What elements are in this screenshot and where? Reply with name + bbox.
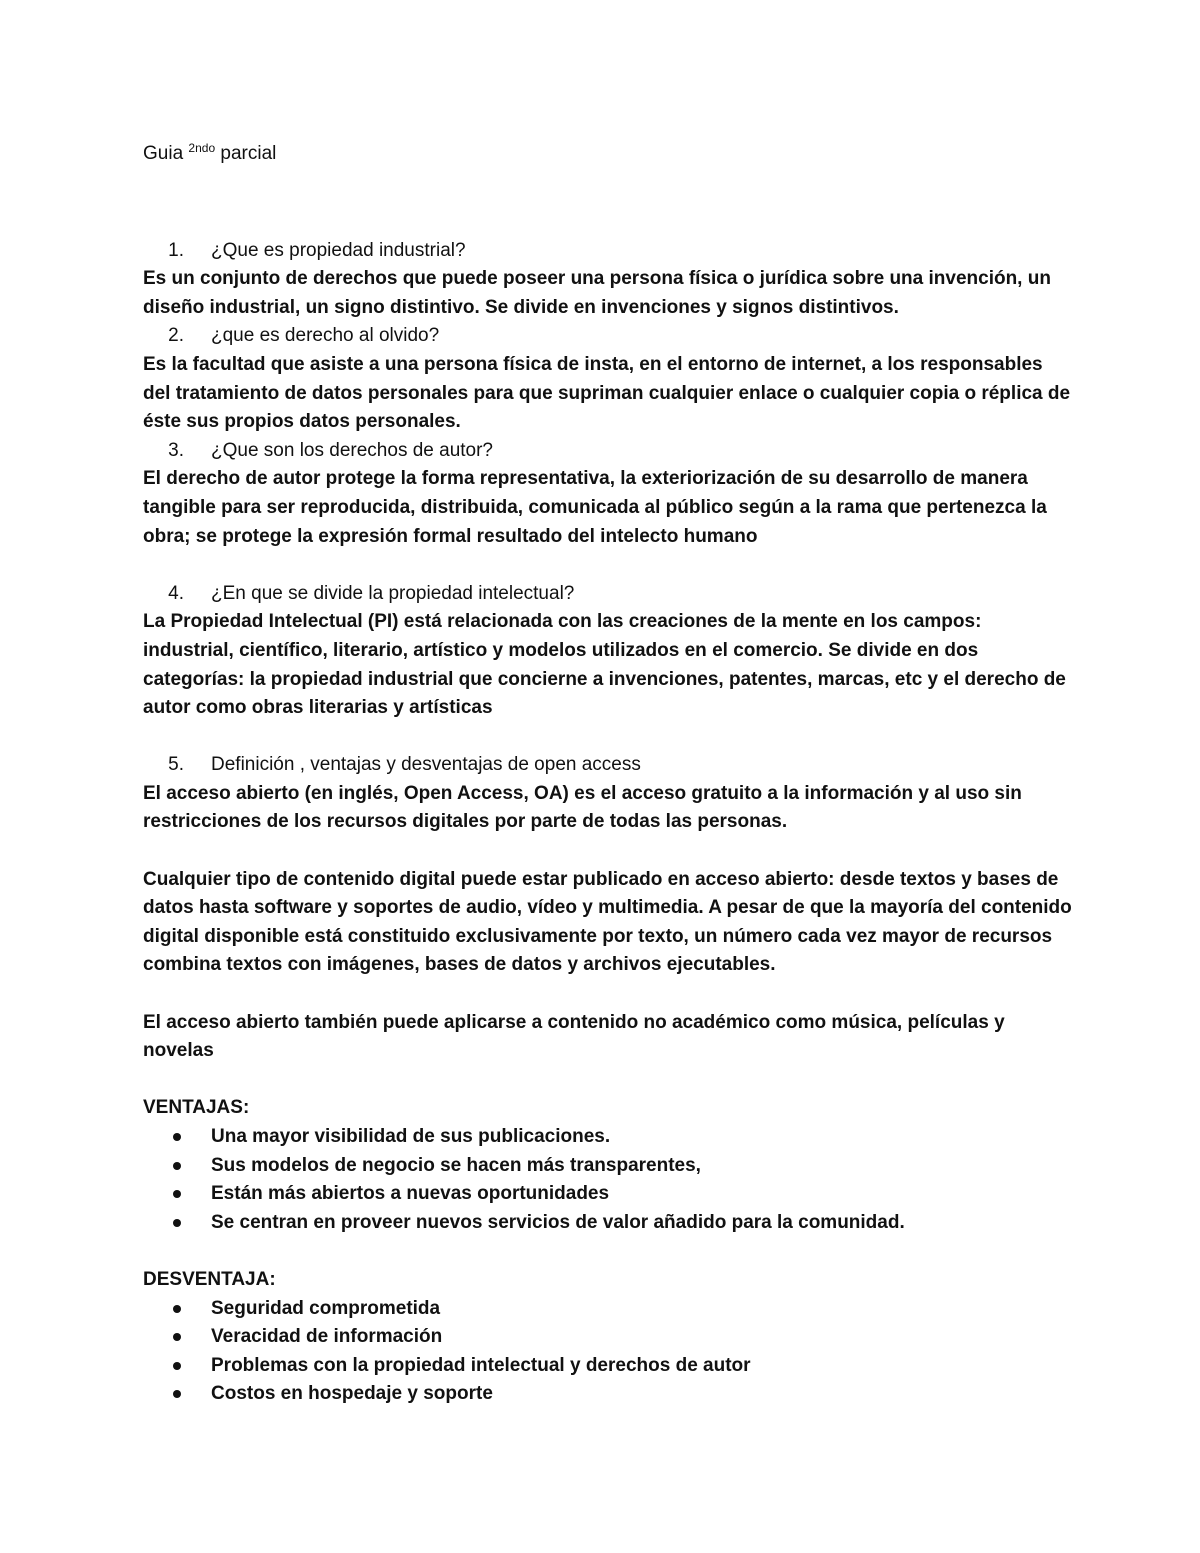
bullet-icon bbox=[143, 1123, 211, 1152]
bullet-icon bbox=[143, 1180, 211, 1209]
list-item bbox=[143, 1180, 1073, 1209]
question-number: 1. bbox=[168, 239, 184, 261]
answer-5: El acceso abierto (en inglés, Open Access, OA) es el acceso gratuito a la información y al uso sin restricciones de los recursos digitales por parte de todas las personas. bbox=[143, 782, 1022, 833]
answer-1: Es un conjunto de derechos que puede poseer una persona física o jurídica sobre una invención, un diseño industrial, un signo distintivo. Se divide en invenciones y signos distintivos. bbox=[143, 268, 1051, 318]
bullet-icon bbox=[143, 1352, 211, 1381]
spacer bbox=[143, 980, 1073, 1009]
answer-4: La Propiedad Intelectual (PI) está relacionada con las creaciones de la mente en los campos: industrial, científico, literario, artístico y modelos utilizados en el comercio. Se divide en dos categorías: la propiedad industrial que concierne a invenciones, patentes, marcas, etc y el derecho de autor como obras literarias y artísticas bbox=[143, 611, 1066, 719]
question-1 bbox=[143, 237, 1073, 266]
question-text: ¿que es derecho al olvido? bbox=[211, 325, 440, 347]
list-item-text: Se centran en proveer nuevos servicios de valor añadido para la comunidad. bbox=[211, 1211, 905, 1233]
spacer bbox=[143, 1066, 1073, 1095]
document-title bbox=[143, 140, 1073, 169]
question-5 bbox=[143, 751, 1073, 780]
question-text: Definición , ventajas y desventajas de open access bbox=[211, 754, 641, 776]
bullet-icon bbox=[143, 1209, 211, 1238]
question-text: ¿Que son los derechos de autor? bbox=[211, 439, 494, 461]
paragraph-non-academic: El acceso abierto también puede aplicarse a contenido no académico como música, películas y novelas bbox=[143, 1011, 1005, 1062]
spacer bbox=[143, 551, 1073, 580]
ventajas-heading: VENTAJAS: bbox=[143, 1097, 250, 1119]
spacer bbox=[143, 837, 1073, 866]
desventajas-list bbox=[143, 1295, 1073, 1409]
list-item bbox=[143, 1380, 1073, 1409]
ventajas-list bbox=[143, 1123, 1073, 1237]
list-item bbox=[143, 1209, 1073, 1238]
question-text: ¿En que se divide la propiedad intelectual? bbox=[211, 582, 575, 604]
question-3 bbox=[143, 437, 1073, 466]
answer-2: Es la facultad que asiste a una persona física de insta, en el entorno de internet, a los responsables del tratamiento de datos personales para que supriman cualquier enlace o cualquier copia o réplica de éste sus propios datos personales. bbox=[143, 353, 1071, 433]
question-text: ¿Que es propiedad industrial? bbox=[211, 239, 466, 261]
list-item bbox=[143, 1323, 1073, 1352]
list-item-text: Sus modelos de negocio se hacen más transparentes, bbox=[211, 1154, 701, 1176]
question-number: 2. bbox=[168, 325, 184, 347]
bullet-icon bbox=[143, 1295, 211, 1324]
paragraph-content-types: Cualquier tipo de contenido digital puede estar publicado en acceso abierto: desde textos y bases de datos hasta software y soportes de audio, vídeo y multimedia. A pesar de que la mayoría del contenido digital disponible está constituido exclusivamente por texto, un número cada vez mayor de recursos combina textos con imágenes, bases de datos y archivos ejecutables. bbox=[143, 868, 1072, 976]
list-item bbox=[143, 1152, 1073, 1181]
list-item bbox=[143, 1352, 1073, 1381]
answer-3: El derecho de autor protege la forma representativa, la exteriorización de su desarrollo de manera tangible para ser reproducida, distribuida, comunicada al público según a la rama que pertenezca la obra; se protege la expresión formal resultado del intelecto humano bbox=[143, 468, 1047, 547]
bullet-icon bbox=[143, 1380, 211, 1409]
desventaja-heading: DESVENTAJA: bbox=[143, 1268, 276, 1290]
list-item-text: Costos en hospedaje y soporte bbox=[211, 1383, 493, 1405]
list-item-text: Seguridad comprometida bbox=[211, 1297, 441, 1319]
spacer bbox=[143, 723, 1073, 752]
question-number: 3. bbox=[168, 439, 184, 461]
question-2 bbox=[143, 322, 1073, 351]
list-item-text: Veracidad de información bbox=[211, 1326, 443, 1348]
title-rest: parcial bbox=[220, 143, 277, 164]
title-superscript: 2ndo bbox=[188, 141, 216, 155]
list-item-text: Están más abiertos a nuevas oportunidades bbox=[211, 1183, 610, 1205]
bullet-icon bbox=[143, 1323, 211, 1352]
bullet-icon bbox=[143, 1152, 211, 1181]
list-item-text: Una mayor visibilidad de sus publicaciones. bbox=[211, 1126, 611, 1147]
title-main: Guia bbox=[143, 143, 184, 164]
question-4 bbox=[143, 580, 1073, 609]
document-body bbox=[143, 140, 1073, 1409]
question-number: 4. bbox=[168, 582, 184, 604]
list-item bbox=[143, 1123, 1073, 1152]
spacer bbox=[143, 1237, 1073, 1266]
question-number: 5. bbox=[168, 754, 184, 776]
list-item-text: Problemas con la propiedad intelectual y derechos de autor bbox=[211, 1354, 751, 1376]
list-item bbox=[143, 1295, 1073, 1324]
